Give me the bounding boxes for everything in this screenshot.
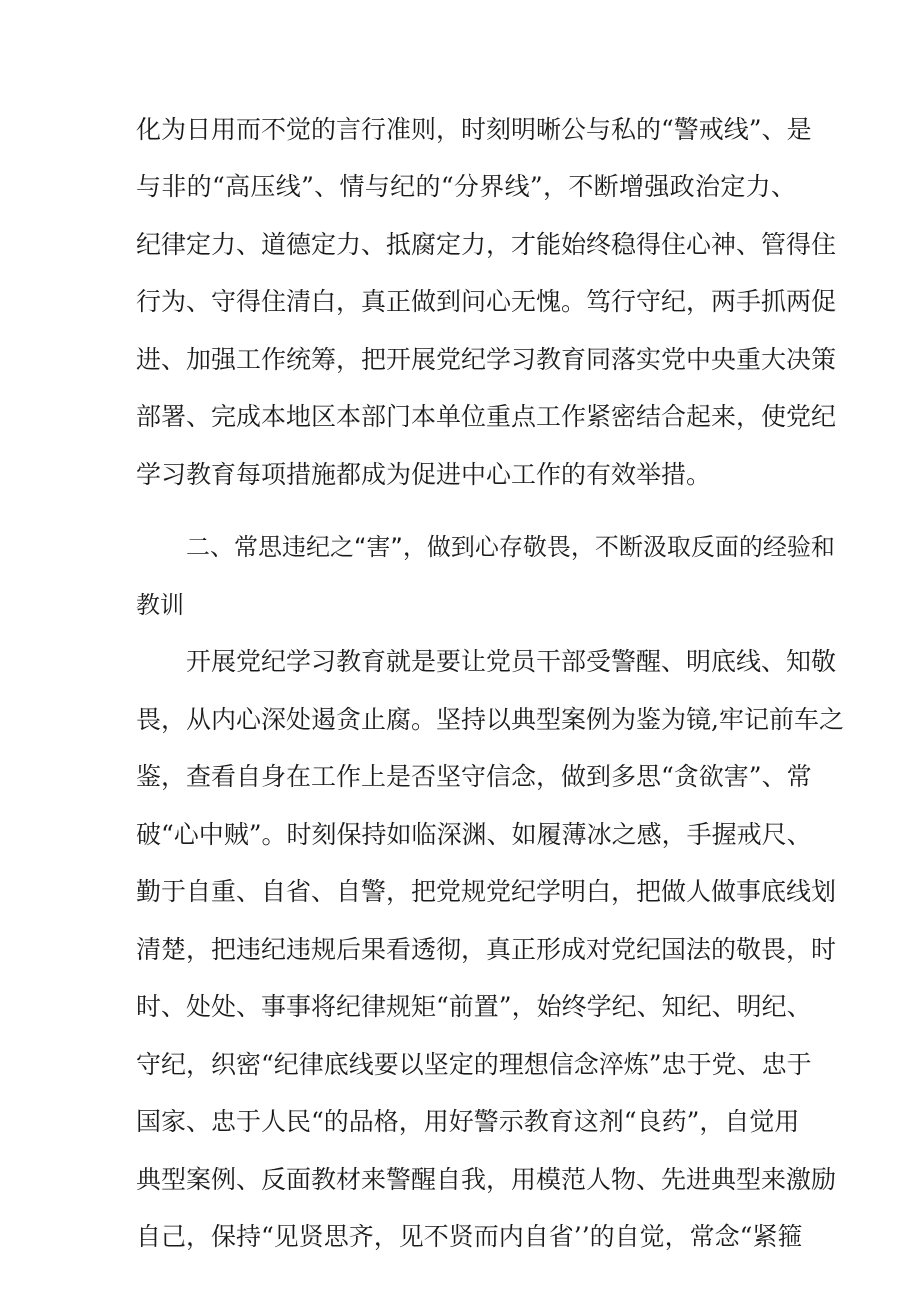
text-line: 守纪，织密“纪律底线要以坚定的理想信念淬炼”忠于党、忠于 (136, 1050, 812, 1079)
text-line: 行为、守得住清白，真正做到问心无愧。笃行守纪，两手抓两促 (136, 287, 837, 316)
text-line: 与非的“高压线”、情与纪的“分界线”，不断增强政治定力、 (136, 172, 796, 201)
text-line: 部署、完成本地区本部门本单位重点工作紧密结合起来，使党纪 (136, 402, 837, 431)
text-line: 畏，从内心深处遏贪止腐。坚持以典型案例为鉴为镜,牢记前车之 (136, 705, 844, 734)
text-line: 勤于自重、自省、自警，把党规党纪学明白，把做人做事底线划 (136, 877, 837, 906)
text-line: 进、加强工作统筹，把开展党纪学习教育同落实党中央重大决策 (136, 345, 837, 374)
text-line: 破“心中贼”。时刻保持如临深渊、如履薄冰之感，手握戒尺、 (136, 820, 812, 849)
heading-line: 二、常思违纪之“害”，做到心存敬畏，不断汲取反面的经验和 (186, 533, 835, 561)
text-line: 自己，保持“见贤思齐，见不贤而内自省’’的自觉，常念“紧箍 (136, 1222, 803, 1251)
text-line: 时、处处、事事将纪律规矩“前置”，始终学纪、知纪、明纪、 (136, 992, 812, 1021)
text-line: 开展党纪学习教育就是要让党员干部受警醒、明底线、知敬 (186, 647, 837, 676)
text-line: 鉴，查看自身在工作上是否坚守信念，做到多思“贪欲害”、常 (136, 762, 812, 791)
heading-line: 教训 (136, 591, 184, 619)
text-line: 国家、忠于人民“的品格，用好警示教育这剂“良药”，自觉用 (136, 1107, 800, 1136)
text-line: 纪律定力、道德定力、抵腐定力，才能始终稳得住心神、管得住 (136, 230, 837, 259)
text-line: 学习教育每项措施都成为促进中心工作的有效举措。 (136, 460, 712, 489)
text-line: 典型案例、反面教材来警醒自我，用模范人物、先进典型来激励 (136, 1165, 837, 1194)
text-line: 清楚，把违纪违规后果看透彻，真正形成对党纪国法的敬畏，时 (136, 935, 837, 964)
text-line: 化为日用而不觉的言行准则，时刻明晰公与私的“警戒线”、是 (136, 115, 812, 144)
